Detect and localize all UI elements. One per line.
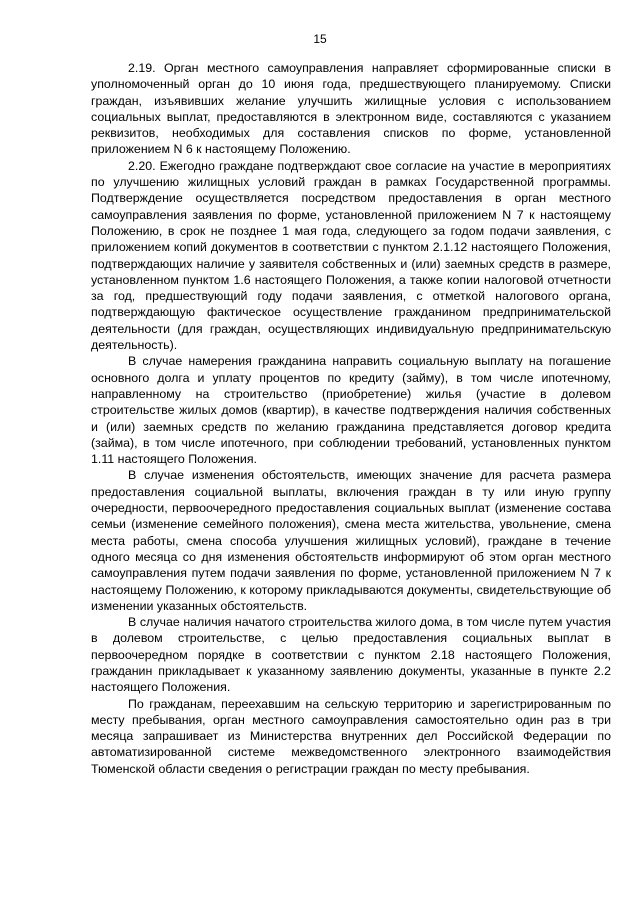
- paragraph-construction-case: В случае наличия начатого строительства жилого дома, в том числе путем участия в долевом строительстве, с целью предоставления социальных выплат в первоочередном порядке в соответствии с пунктом 2.18 настоящего Положения, гражданин прикладывает к указанному заявлению документы, указанные в пункте 2.2 настоящего Положения.: [91, 615, 611, 695]
- page-number: 15: [313, 32, 327, 46]
- paragraph-2-19: 2.19. Орган местного самоуправления направляет сформированные списки в уполномоченный орган до 10 июня года, предшествующего планируемому. Списки граждан, изъявивших желание улучшить жилищные условия с использованием социальных выплат, предоставляются в электронном виде, составляются с указанием реквизитов, необходимых для составления списков по форме, установленной приложением N 6 к настоящему Положению.: [91, 61, 611, 157]
- document-body: [91, 60, 611, 777]
- paragraph-circumstances-change: В случае изменения обстоятельств, имеющих значение для расчета размера предоставления социальной выплаты, включения граждан в ту или иную группу очередности, первоочередного предоставления социальных выплат (изменение состава семьи (изменение семейного положения), смена места жительства, увольнение, смена места работы, смена способа улучшения жилищных условий), граждане в течение одного месяца со дня изменения обстоятельств информируют об этом орган местного самоуправления путем подачи заявления по форме, установленной приложением N 7 к настоящему Положению, к которому прикладываются документы, свидетельствующие об изменении указанных обстоятельств.: [91, 468, 611, 613]
- paragraph-registration-request: По гражданам, переехавшим на сельскую территорию и зарегистрированным по месту пребывания, орган местного самоуправления самостоятельно один раз в три месяца запрашивает из Министерства внутренних дел Российской Федерации по автоматизированной системе межведомственного электронного взаимодействия Тюменской области сведения о регистрации граждан по месту пребывания.: [91, 696, 611, 776]
- paragraph-2-20: 2.20. Ежегодно граждане подтверждают свое согласие на участие в мероприятиях по улучшению жилищных условий граждан в рамках Государственной программы. Подтверждение осуществляется посредством предоставления в орган местного самоуправления заявления по форме, установленной приложением N 7 к настоящему Положению, в срок не позднее 1 мая года, следующего за годом подачи заявления, с приложением копий документов в соответствии с пунктом 2.1.12 настоящего Положения, подтверждающих наличие у заявителя собственных и (или) заемных средств в размере, установленном пунктом 1.6 настоящего Положения, а также копии налоговой отчетности за год, предшествующий году подачи заявления, с отметкой налогового органа, подтверждающую фактическое осуществление гражданином предпринимательской деятельности (для граждан, осуществляющих индивидуальную предпринимательскую деятельность).: [91, 158, 611, 353]
- paragraph-loan-case: В случае намерения гражданина направить социальную выплату на погашение основного долга и уплату процентов по кредиту (займу), в том числе ипотечному, направленному на строительство (приобретение) жилья (участие в долевом строительстве жилых домов (квартир), в качестве подтверждения наличия собственных и (или) заемных средств по желанию гражданина представляется договор кредита (займа), в том числе ипотечного, при соблюдении требований, установленных пунктом 1.11 настоящего Положения.: [91, 354, 611, 467]
